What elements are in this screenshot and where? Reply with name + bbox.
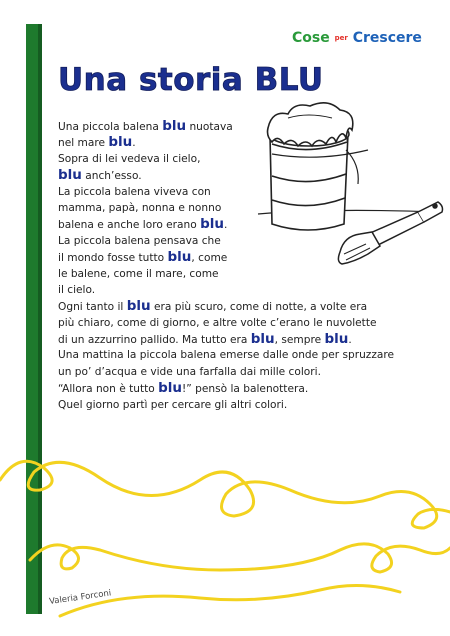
brand-logo <box>292 30 432 50</box>
story-text-segment: Quel giorno partì per cercare gli altri colori. <box>58 398 288 411</box>
story-text-segment: le balene, come il mare, come <box>58 267 219 280</box>
story-text-segment: Ogni tanto il <box>58 301 127 314</box>
story-text-segment: più chiaro, come di giorno, e altre volte c’erano le nuvolette <box>58 316 377 329</box>
story-line <box>58 151 438 167</box>
story-line <box>58 298 438 314</box>
story-line <box>58 282 438 298</box>
page-title: Una storia BLU <box>58 62 324 98</box>
story-text <box>58 118 438 413</box>
story-text-segment: nuotava <box>186 121 233 133</box>
story-line <box>58 118 438 134</box>
story-text-segment: il mondo fosse tutto <box>58 252 168 265</box>
story-text-segment: “Allora non è tutto <box>58 383 159 396</box>
story-line <box>58 315 438 331</box>
story-text-segment: !” pensò la balenottera. <box>182 383 309 396</box>
story-line <box>58 249 438 265</box>
story-text-segment: La piccola balena viveva con <box>58 185 211 198</box>
story-text-segment: anch’esso. <box>81 170 142 183</box>
highlight-word-blu: blu <box>58 167 82 184</box>
story-text-segment: di un azzurrino pallido. Ma tutto era <box>58 334 251 347</box>
story-text-segment: , come <box>191 252 228 265</box>
story-text-segment: balena e anche loro erano <box>58 219 201 232</box>
story-line <box>58 397 438 413</box>
story-text-segment: un po’ d’acqua e vide una farfalla dai mille colori. <box>58 365 321 378</box>
story-text-segment: Una piccola balena <box>58 121 163 133</box>
highlight-word-blu: blu <box>162 118 187 134</box>
highlight-word-blu: blu <box>250 331 275 348</box>
highlight-word-blu: blu <box>167 249 192 266</box>
story-line <box>58 347 438 363</box>
highlight-word-blu: blu <box>126 298 151 315</box>
story-text-segment: Una mattina la piccola balena emerse dalle onde per spruzzare <box>58 349 395 362</box>
story-text-segment: . <box>132 137 136 150</box>
story-line <box>58 380 438 396</box>
story-text-segment: mamma, papà, nonna e nonno <box>58 201 222 214</box>
story-line <box>58 364 438 380</box>
logo-word-crescere: Crescere <box>352 30 422 46</box>
story-text-segment: , sempre <box>274 334 325 347</box>
highlight-word-blu: blu <box>108 134 133 151</box>
story-text-segment: Sopra di lei vedeva il cielo, <box>58 152 201 165</box>
story-line <box>58 331 438 347</box>
story-line <box>58 200 438 216</box>
story-text-segment: il cielo. <box>58 283 96 296</box>
story-line <box>58 266 438 282</box>
story-text-segment: nel mare <box>58 137 109 150</box>
highlight-word-blu: blu <box>324 331 349 348</box>
highlight-word-blu: blu <box>200 216 224 233</box>
story-text-segment: . <box>224 219 228 232</box>
logo-word-per: per <box>334 34 348 42</box>
story-line <box>58 233 438 249</box>
story-text-segment: . <box>348 334 352 347</box>
author-signature: Valeria Forconi <box>48 588 112 607</box>
story-line <box>58 184 438 200</box>
yellow-swirl-icon <box>0 461 450 616</box>
story-text-segment: era più scuro, come di notte, a volte era <box>150 301 368 314</box>
highlight-word-blu: blu <box>158 380 183 397</box>
story-line <box>58 167 438 183</box>
story-line <box>58 134 438 150</box>
story-text-segment: La piccola balena pensava che <box>58 234 221 247</box>
story-line <box>58 216 438 232</box>
logo-word-cose: Cose <box>292 30 330 46</box>
